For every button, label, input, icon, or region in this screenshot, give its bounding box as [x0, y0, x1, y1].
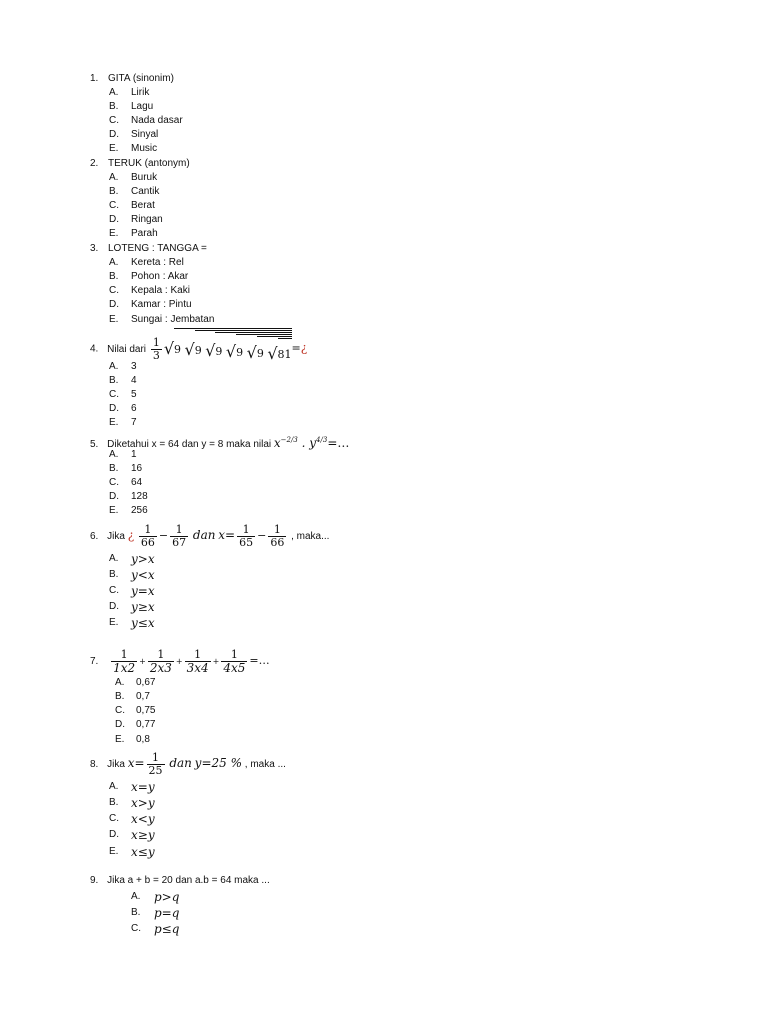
question-text: TERUK (antonym) [108, 158, 190, 169]
option-d: D. Ringan [109, 214, 163, 225]
option-e: E. 7 [109, 417, 137, 428]
option-b: B. p=q [131, 906, 180, 920]
question-number: 1. [90, 73, 99, 84]
question-text: Diketahui x = 64 dan y = 8 maka nilai [107, 439, 272, 450]
option-b: B. 0,7 [115, 691, 150, 702]
option-c: C. Kepala : Kaki [109, 285, 190, 296]
option-e: E. 0,8 [115, 734, 150, 745]
option-b: B. y<x [109, 568, 155, 582]
question-text: Nilai dari [107, 343, 147, 355]
question-number: 3. [90, 243, 99, 254]
option-c: C. 64 [109, 477, 143, 488]
question-number: 7. [90, 656, 99, 667]
question-number: 5. [90, 439, 99, 450]
option-c: C. x<y [109, 812, 155, 826]
fraction: $\frac{1}{3x4}$ [186, 647, 209, 675]
option-a: A. x=y [109, 780, 155, 794]
question-number: 4. [90, 343, 99, 355]
fraction: $\frac{1}{4x5}$ [223, 647, 246, 675]
fraction: $\frac{1}{2x3}$ [149, 647, 172, 675]
option-e: E. 256 [109, 505, 148, 516]
option-b: B. Cantik [109, 186, 160, 197]
option-a: A. p>q [131, 890, 180, 904]
question-9 [90, 874, 270, 888]
question-8: 8. Jika x= $\frac{1}{25}$ dan y=25 % , maka ... [90, 750, 286, 777]
question-6: 6. Jika ¿ $\frac{1}{66}$ − $\frac{1}{67}$ dan x= $\frac{1}{65}$ − $\frac{1}{66}$ , maka... [90, 522, 330, 549]
fraction: $\frac{1}{1x2}$ [113, 647, 136, 675]
option-b: B. x>y [109, 796, 155, 810]
option-d: D. x≥y [109, 828, 155, 842]
question-3 [90, 242, 207, 256]
fraction: $\frac{1}{25}$ [148, 750, 163, 777]
option-c: C. y=x [109, 584, 155, 598]
option-d: D. y≥x [109, 600, 155, 614]
expression: $x^{-2/3}$ . $y^{4/3}=\dots$ [273, 436, 350, 450]
fraction: $\frac{1}{66}$ [140, 522, 155, 549]
question-number: 8. [90, 759, 99, 770]
option-c: C. Nada dasar [109, 115, 183, 126]
question-number: 2. [90, 158, 99, 169]
question-text: Jika [107, 759, 125, 770]
fraction: $\frac{1}{66}$ [270, 522, 285, 549]
option-b: B. Lagu [109, 101, 154, 112]
question-text: Jika a + b = 20 dan a.b = 64 maka ... [107, 875, 270, 886]
option-b: B. Pohon : Akar [109, 271, 189, 282]
option-a: A. y>x [109, 552, 155, 566]
option-c: C. p≤q [131, 922, 180, 936]
option-d: D. Sinyal [109, 129, 159, 140]
glyph-mark: ¿ [300, 340, 308, 355]
option-a: A. Kereta : Rel [109, 257, 184, 268]
option-d: D. 128 [109, 491, 148, 502]
option-e: E. Sungai : Jembatan [109, 314, 215, 325]
fraction: $\frac{1}{65}$ [239, 522, 254, 549]
question-text: GITA (sinonim) [108, 73, 174, 84]
question-number: 6. [90, 531, 99, 542]
nested-radical: √9 √9 √9 √9 √9 √81 [164, 328, 292, 370]
option-c: C. 0,75 [115, 705, 156, 716]
fraction: $\frac{1}{3}$ [152, 335, 160, 362]
option-c: C. 5 [109, 389, 137, 400]
question-2 [90, 157, 190, 171]
option-d: D. 0,77 [115, 719, 156, 730]
glyph-mark: ¿ [127, 528, 135, 542]
question-text: LOTENG : TANGGA = [108, 243, 207, 254]
question-5 [90, 433, 349, 452]
option-e: E. Music [109, 143, 158, 154]
question-text: Jika [107, 531, 125, 542]
option-b: B. 4 [109, 375, 137, 386]
question-4: 4. Nilai dari $\frac{1}{3}$ √9 √9 √9 √9 √9 √81=¿ [90, 328, 307, 370]
option-a: A. Lirik [109, 87, 150, 98]
option-a: A. 1 [109, 449, 137, 460]
option-b: B. 16 [109, 463, 143, 474]
option-a: A. Buruk [109, 172, 158, 183]
option-d: D. Kamar : Pintu [109, 299, 192, 310]
option-d: D. 6 [109, 403, 137, 414]
option-e: E. x≤y [109, 845, 155, 859]
option-a: A. 0,67 [115, 677, 156, 688]
option-e: E. y≤x [109, 616, 155, 630]
question-1 [90, 72, 174, 86]
option-c: C. Berat [109, 200, 155, 211]
option-a: A. 3 [109, 361, 137, 372]
question-number: 9. [90, 875, 99, 886]
option-e: E. Parah [109, 228, 158, 239]
question-7: 7. $\frac{1}{1x2}$ + $\frac{1}{2x3}$ + $\frac{1}{3x4}$ + $\frac{1}{4x5}$ =… [90, 647, 270, 675]
fraction: $\frac{1}{67}$ [172, 522, 187, 549]
